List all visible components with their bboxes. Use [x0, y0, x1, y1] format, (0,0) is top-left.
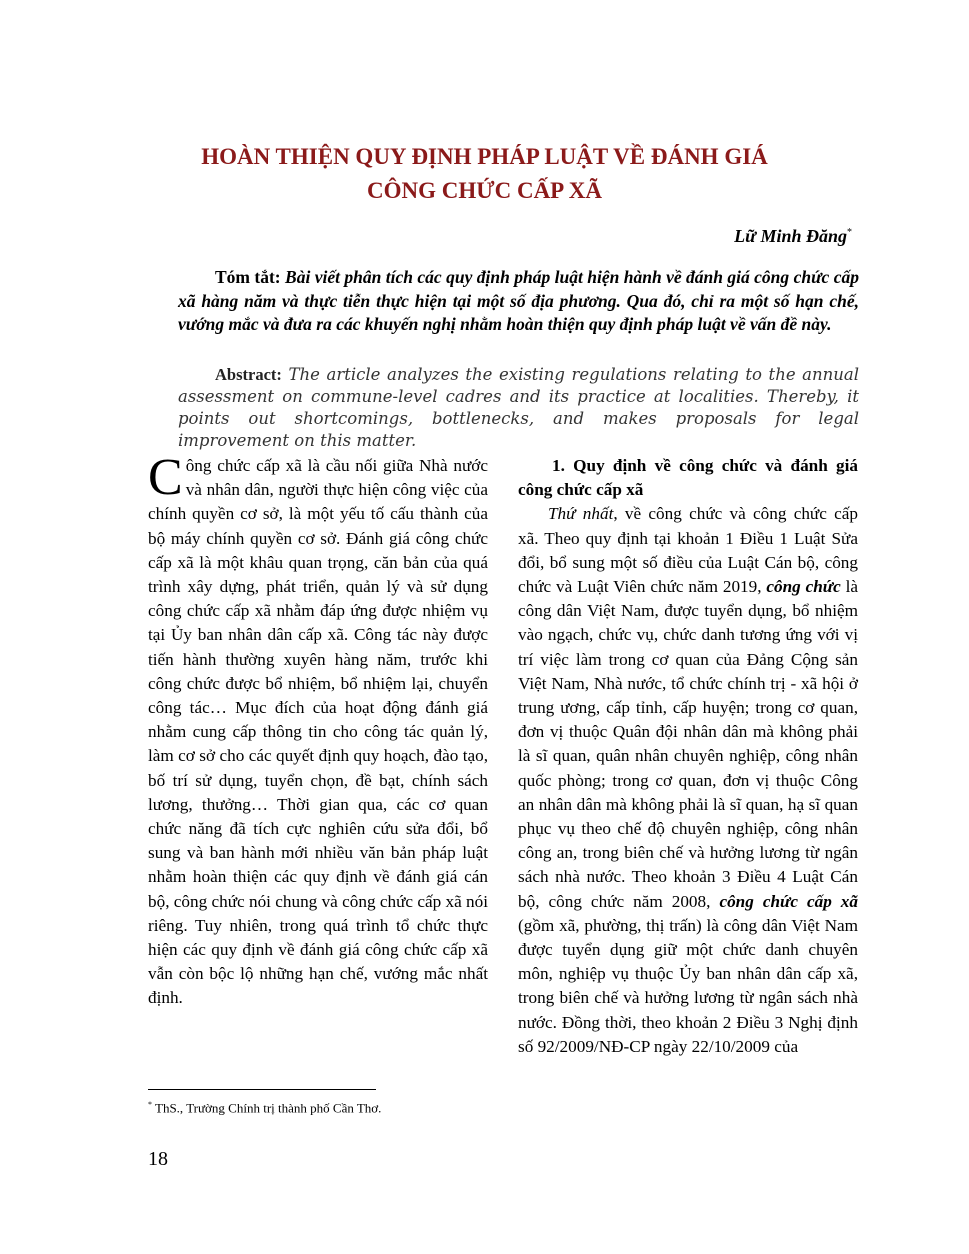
article-title: [0, 140, 969, 208]
footnote-divider: [148, 1089, 376, 1090]
vietnamese-summary: [178, 266, 859, 337]
author-footnote-mark: *: [847, 227, 852, 238]
page-number: 18: [148, 1148, 168, 1170]
term-cong-chuc: công chức: [766, 577, 841, 597]
left-column: [148, 449, 488, 1011]
body-text-a: , về công chức và công chức cấp xã. Theo quy định tại khoản 1 Điều 1 Luật Sửa đổi, bổ sung một số điều của Luật Cán bộ, công chức và Luật Viên chức năm 2019,: [518, 504, 858, 597]
abstract-text: The article analyzes the existing regulations relating to the annual assessment on commune-level cadres and its practice at localities. Thereby, it points out shortcomings, bottlenecks, and makes proposals for legal improvement on this matter.: [178, 365, 859, 450]
title-line-1: HOÀN THIỆN QUY ĐỊNH PHÁP LUẬT VỀ ĐÁNH GIÁ: [201, 144, 768, 169]
author-byline: [734, 226, 852, 247]
author-name: Lữ Minh Đăng: [734, 226, 847, 246]
summary-label: Tóm tắt:: [215, 267, 281, 287]
intro-paragraph: [148, 449, 488, 1011]
body-paragraph: [518, 502, 858, 1059]
right-column: [518, 454, 858, 1059]
abstract-label: Abstract:: [215, 365, 282, 384]
summary-text: Bài viết phân tích các quy định pháp luật hiện hành về đánh giá công chức cấp xã hàng năm và thực tiễn thực hiện tại một số địa phương. Qua đó, chỉ ra một số hạn chế, vướng mắc và đưa ra các khuyến nghị nhằm hoàn thiện quy định pháp luật về vấn đề này.: [178, 267, 859, 334]
body-text-b: là công dân Việt Nam, được tuyển dụng, bổ nhiệm vào ngạch, chức vụ, chức danh tương ứng với vị trí việc làm trong cơ quan của Đảng Cộng sản Việt Nam, Nhà nước, tổ chức chính trị - xã hội ở trung ương, cấp tỉnh, cấp huyện; trong cơ quan, đơn vị thuộc Quân đội nhân dân mà không phải là sĩ quan, quân nhân chuyên nghiệp, công nhân quốc phòng; trong cơ quan, đơn vị thuộc Công an nhân dân mà không phải là sĩ quan, hạ sĩ quan phục vụ theo chế độ chuyên nghiệp, công nhân công an, trong biên chế và hưởng lương từ ngân sách nhà nước. Theo khoản 3 Điều 4 Luật Cán bộ, công chức năm 2008,: [518, 577, 858, 911]
term-cong-chuc-cap-xa: công chức cấp xã: [719, 891, 858, 911]
drop-cap: C: [148, 449, 183, 506]
footnote: [148, 1100, 381, 1116]
lead-italic: Thứ nhất: [548, 504, 614, 524]
section-heading: 1. Quy định về công chức và đánh giá công chức cấp xã: [518, 456, 858, 500]
footnote-mark: *: [148, 1100, 152, 1109]
english-abstract: [178, 364, 859, 452]
footnote-text: ThS., Trường Chính trị thành phố Cần Thơ.: [155, 1100, 382, 1116]
title-line-2: CÔNG CHỨC CẤP XÃ: [367, 178, 602, 203]
body-text-c: (gồm xã, phường, thị trấn) là công dân Việt Nam được tuyển dụng giữ một chức danh chuyên môn, nghiệp vụ thuộc Ủy ban nhân dân cấp xã, trong biên chế và hưởng lương từ ngân sách nhà nước. Đồng thời, theo khoản 2 Điều 3 Nghị định số 92/2009/NĐ-CP ngày 22/10/2009 của: [518, 915, 858, 1056]
intro-text: ông chức cấp xã là cầu nối giữa Nhà nước và nhân dân, người thực hiện công việc của chính quyền cơ sở, là một yếu tố cấu thành của bộ máy chính quyền cơ sở. Đánh giá công chức cấp xã là một khâu quan trọng, căn bản của quá trình xây dựng, phát triển, quản lý và sử dụng công chức cấp xã nhằm đáp ứng được nhiệm vụ tại Ủy ban nhân dân cấp xã. Công tác này được tiến hành thường xuyên hàng năm, trước khi công chức được bổ nhiệm, bổ nhiệm lại, chuyển công tác… Mục đích của hoạt động đánh giá nhằm cung cấp thông tin cho công tác quản lý, làm cơ sở cho các quyết định quy hoạch, đào tạo, bố trí sử dụng, tuyển chọn, đề bạt, chính sách lương, thưởng… Thời gian qua, các cơ quan chức năng đã tích cực nghiên cứu sửa đổi, bổ sung và ban hành mới nhiều văn bản pháp luật nhằm hoàn thiện các quy định về đánh giá cán bộ, công chức nói chung và công chức cấp xã nói riêng. Tuy nhiên, trong quá trình tổ chức thực hiện các quy định về đánh giá công chức cấp xã vẫn còn bộc lộ những hạn chế, vướng mắc nhất định.: [148, 456, 488, 1008]
